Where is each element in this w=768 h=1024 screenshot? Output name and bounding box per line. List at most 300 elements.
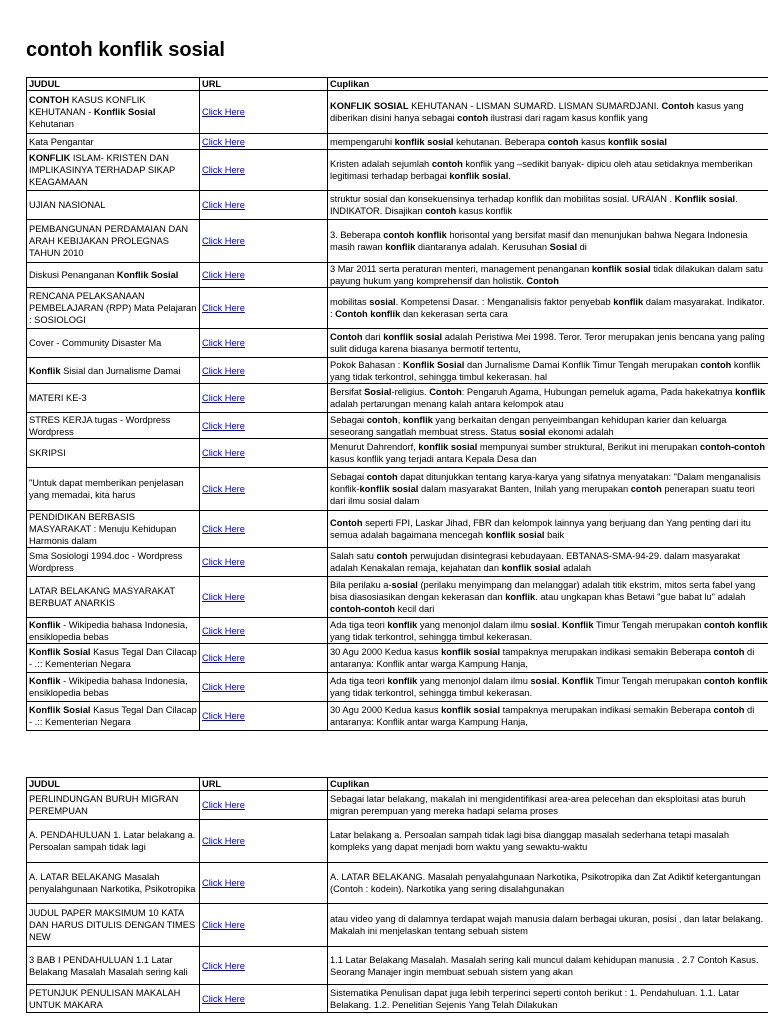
click-here-link[interactable]: Click Here — [202, 448, 245, 458]
result-url-cell — [200, 263, 328, 288]
snippet-segment: konflik — [735, 387, 766, 397]
snippet-segment: dalam masyarakat Banten, Inilah yang merupakan — [418, 484, 631, 494]
result-title — [27, 263, 200, 288]
snippet-segment: dapat ditunjukkan tentang karya-karya yang sifatnya menyatakan: "Dalam menganalisis konflik- — [330, 472, 761, 494]
snippet-segment: kasus konflik — [456, 206, 513, 216]
header-cuplikan: Cuplikan — [328, 78, 768, 91]
result-url-cell — [200, 329, 328, 358]
result-title — [27, 329, 200, 358]
title-segment: Kasus Tegal Dan Cilacap - .:: Kementerian Negara — [29, 647, 197, 669]
result-url-cell — [200, 791, 328, 820]
snippet-segment: contoh — [547, 136, 579, 147]
title-segment: Konflik Sosial — [29, 705, 91, 715]
result-snippet — [328, 548, 768, 577]
snippet-segment: Latar belakang a. Persoalan sampah tidak lagi bisa dianggap masalah sederhana tetapi masalah kompleks yang dapat menjadi bom waktu yang sewaktu-waktu — [330, 830, 729, 852]
snippet-segment: yang menonjol dalam ilmu — [417, 619, 531, 630]
snippet-segment: yang tidak terkontrol, sehingga timbul kekerasan. — [330, 688, 533, 698]
table-row — [27, 150, 768, 191]
table-row — [27, 863, 768, 904]
snippet-segment: perwujudan disintegrasi kebudayaan. EBTANAS-SMA-94-29. dalam masyarakat adalah Kenakalan remaja, kejahatan dan — [330, 551, 741, 573]
snippet-segment: Kristen adalah sejumlah — [330, 159, 432, 169]
title-segment: PENDIDIKAN BERBASIS MASYARAKAT : Menuju Kehidupan Harmonis dalam — [29, 512, 177, 546]
snippet-segment: . atau ungkapan khas Betawi "gue babat lu" adalah — [535, 592, 746, 602]
page-title: contoh konflik sosial — [26, 39, 225, 61]
results-table-1 — [26, 77, 768, 731]
snippet-segment: contoh — [425, 206, 457, 216]
title-segment: MATERI KE-3 — [29, 393, 87, 403]
snippet-segment: . INDIKATOR. Disajikan — [330, 194, 738, 216]
snippet-segment: contoh — [713, 647, 745, 657]
snippet-segment: dari — [362, 332, 384, 342]
snippet-segment: yang tidak terkontrol, sehingga timbul kekerasan. — [330, 631, 533, 642]
result-url-cell — [200, 820, 328, 863]
result-snippet — [328, 644, 768, 673]
click-here-link[interactable]: Click Here — [202, 592, 245, 602]
result-snippet — [328, 577, 768, 618]
snippet-segment: Contoh — [429, 387, 462, 397]
result-snippet — [328, 511, 768, 548]
title-segment: Kata Pengantar — [29, 136, 94, 147]
result-snippet — [328, 791, 768, 820]
snippet-segment: contoh — [713, 705, 745, 715]
header-url: URL — [200, 78, 328, 91]
table-row — [27, 358, 768, 384]
snippet-segment: Sebagai latar belakang, makalah ini mengidentifikasi area-area pelecehan dan eksploitasi atas buruh migran perempuan yang mereka hadapi selama proses — [330, 794, 746, 816]
title-segment: Konflik Sosial — [29, 647, 91, 657]
snippet-segment: konflik — [505, 592, 536, 602]
snippet-segment: tampaknya merupakan indikasi semakin Beberapa — [500, 647, 714, 657]
table-row — [27, 985, 768, 1013]
result-url-cell — [200, 91, 328, 134]
result-url-cell — [200, 702, 328, 731]
result-snippet — [328, 191, 768, 220]
snippet-segment: Timur Tengah merupakan — [593, 676, 704, 686]
result-title — [27, 644, 200, 673]
snippet-segment: 3. Beberapa — [330, 230, 384, 240]
snippet-segment: konflik — [385, 242, 416, 252]
result-url-cell — [200, 985, 328, 1013]
title-segment: Konflik — [29, 619, 61, 630]
snippet-segment: ilustrasi dari ragam kasus konflik yang — [488, 113, 648, 123]
result-snippet — [328, 820, 768, 863]
result-title — [27, 904, 200, 947]
click-here-link[interactable]: Click Here — [202, 107, 245, 117]
result-url-cell — [200, 904, 328, 947]
click-here-link[interactable]: Click Here — [202, 993, 245, 1004]
snippet-segment: struktur sosial dan konsekuensinya terhadap konflik dan mobilitas sosial. URAIAN . — [330, 194, 675, 204]
result-title — [27, 288, 200, 329]
title-segment: - Wikipedia bahasa Indonesia, ensiklopedia bebas — [29, 676, 188, 698]
result-url-cell — [200, 644, 328, 673]
snippet-segment: kecil dari — [395, 604, 435, 614]
snippet-segment: Contoh — [330, 332, 363, 342]
snippet-segment: di — [577, 242, 587, 252]
title-segment: Konflik — [29, 365, 61, 376]
result-title — [27, 91, 200, 134]
click-here-link[interactable]: Click Here — [202, 682, 245, 692]
snippet-segment: Salah satu — [330, 551, 377, 561]
click-here-link[interactable]: Click Here — [202, 920, 245, 930]
snippet-segment: Contoh — [526, 276, 559, 286]
table-row — [27, 220, 768, 263]
snippet-segment: konflik sosial — [359, 484, 419, 494]
result-url-cell — [200, 673, 328, 702]
result-url-cell — [200, 863, 328, 904]
result-url-cell — [200, 288, 328, 329]
snippet-segment: dan Jurnalisme Damai Konflik Timur Tengah merupakan — [464, 359, 701, 370]
snippet-segment: contoh — [366, 414, 398, 425]
table-row — [27, 468, 768, 511]
click-here-link[interactable]: Click Here — [202, 836, 245, 846]
snippet-segment: Sosial — [364, 387, 392, 397]
snippet-segment: konflik — [387, 676, 418, 686]
snippet-segment: ekonomi adalah — [545, 426, 614, 437]
snippet-segment: Konflik — [562, 619, 594, 630]
snippet-segment: kehutanan. Beberapa — [453, 136, 548, 147]
snippet-segment: kasus yang diberikan disini hanya sebagai — [330, 101, 744, 123]
title-segment: KASUS KONFLIK KEHUTANAN - — [29, 95, 146, 117]
snippet-segment: contoh-contoh — [699, 442, 766, 452]
snippet-segment: Timur Tengah merupakan — [593, 619, 704, 630]
result-title — [27, 548, 200, 577]
click-here-link[interactable]: Click Here — [202, 800, 245, 810]
snippet-segment: Konflik sosial — [674, 194, 736, 204]
snippet-segment: konflik sosial — [383, 332, 443, 342]
result-url-cell — [200, 384, 328, 413]
table-row — [27, 548, 768, 577]
snippet-segment: contoh konflik — [703, 619, 768, 630]
table-row — [27, 577, 768, 618]
result-snippet — [328, 150, 768, 191]
table-row — [27, 644, 768, 673]
title-segment: A. LATAR BELAKANG Masalah penyalahgunaan Narkotika, Psikotropika — [29, 872, 196, 894]
result-url-cell — [200, 134, 328, 150]
title-segment: Kasus Tegal Dan Cilacap - .:: Kementerian Negara — [29, 705, 197, 727]
snippet-segment: Ada tiga teori — [330, 676, 388, 686]
title-segment: Diskusi Penanganan — [29, 270, 117, 280]
header-judul: JUDUL — [27, 78, 200, 91]
snippet-segment: contoh — [366, 472, 398, 482]
result-title — [27, 702, 200, 731]
snippet-segment: contoh — [376, 551, 408, 561]
result-title — [27, 384, 200, 413]
result-snippet — [328, 413, 768, 439]
result-url-cell — [200, 468, 328, 511]
table-row — [27, 820, 768, 863]
result-title — [27, 947, 200, 985]
snippet-segment: Konflik — [562, 676, 594, 686]
snippet-segment: Pokok Bahasan : — [330, 359, 403, 370]
snippet-segment: di antaranya: Konflik antar warga Kampung Hanja, — [330, 705, 755, 727]
title-segment: PERLINDUNGAN BURUH MIGRAN PEREMPUAN — [29, 794, 179, 816]
snippet-segment: Bila perilaku a- — [330, 580, 392, 590]
click-here-link[interactable]: Click Here — [202, 557, 245, 567]
snippet-segment: contoh — [457, 113, 489, 123]
snippet-segment: konflik sosial — [441, 705, 501, 715]
result-snippet — [328, 439, 768, 468]
snippet-segment: baik — [544, 530, 565, 540]
snippet-segment: Bersifat — [330, 387, 365, 397]
title-segment: PEMBANGUNAN PERDAMAIAN DAN ARAH KEBIJAKAN PROLEGNAS TAHUN 2010 — [29, 224, 189, 258]
result-title — [27, 150, 200, 191]
result-snippet — [328, 384, 768, 413]
result-snippet — [328, 220, 768, 263]
snippet-segment: Contoh — [661, 101, 694, 111]
result-snippet — [328, 985, 768, 1013]
snippet-segment: 30 Agu 2000 Kedua kasus — [330, 705, 442, 715]
title-segment: LATAR BELAKANG MASYARAKAT BERBUAT ANARKIS — [29, 586, 175, 608]
snippet-segment: KONFLIK SOSIAL — [330, 101, 409, 111]
result-url-cell — [200, 220, 328, 263]
snippet-segment: -religius. — [391, 387, 430, 397]
table-row — [27, 134, 768, 150]
result-snippet — [328, 358, 768, 384]
snippet-segment: adalah Peristiwa Mei 1998. Teror. Teror merupakan jenis bencana yang paling sulit diduga karena biasanya bermotif tertentu, — [330, 332, 765, 354]
title-segment: UJIAN NASIONAL — [29, 200, 106, 210]
snippet-segment: contoh — [431, 159, 463, 169]
snippet-segment: contoh-contoh — [330, 604, 396, 614]
result-snippet — [328, 673, 768, 702]
snippet-segment: penerapan suatu teori dari ilmu sosial dalam — [330, 484, 755, 506]
click-here-link[interactable]: Click Here — [202, 484, 245, 494]
snippet-segment: Ada tiga teori — [330, 619, 388, 630]
snippet-segment: , — [397, 414, 403, 425]
click-here-link[interactable]: Click Here — [202, 270, 245, 280]
table-header-row — [27, 778, 768, 791]
click-here-link[interactable]: Click Here — [202, 338, 245, 348]
result-snippet — [328, 947, 768, 985]
result-snippet — [328, 134, 768, 150]
snippet-segment: sosial — [530, 676, 557, 686]
snippet-segment: atau video yang di dalamnya terdapat wajah manusia dalam berbagai ukuran, posisi , dan latar belakang. Makalah ini menjelaskan tentang sebuah sistem — [330, 914, 764, 936]
result-snippet — [328, 468, 768, 511]
title-segment: Sma Sosiologi 1994.doc - Wordpress Wordpress — [29, 551, 183, 573]
table-row — [27, 91, 768, 134]
table-row — [27, 673, 768, 702]
snippet-segment: konflik sosial — [591, 264, 651, 274]
snippet-segment: horisontal yang bersifat masif dan menunjukan bahwa Negara Indonesia masih rawan — [330, 230, 748, 252]
title-segment: Konflik Sosial — [116, 270, 179, 280]
result-title — [27, 511, 200, 548]
result-title — [27, 577, 200, 618]
title-segment: KONFLIK — [29, 153, 71, 163]
header-cuplikan: Cuplikan — [328, 778, 768, 791]
snippet-segment: contoh konflik — [383, 230, 447, 240]
title-segment: SKRIPSI — [29, 448, 66, 458]
result-url-cell — [200, 150, 328, 191]
result-title — [27, 358, 200, 384]
result-snippet — [328, 702, 768, 731]
header-url: URL — [200, 778, 328, 791]
snippet-segment: sosial — [530, 619, 557, 630]
snippet-segment: diantaranya adalah. Kerusuhan — [415, 242, 550, 252]
snippet-segment: sosial — [391, 580, 418, 590]
snippet-segment: kasus — [578, 136, 609, 147]
title-segment: CONTOH — [29, 95, 70, 105]
result-title — [27, 820, 200, 863]
title-segment: RENCANA PELAKSANAAN PEMBELAJARAN (RPP) Mata Pelajaran : SOSIOLOGI — [29, 291, 197, 325]
snippet-segment: (perilaku menyimpang dan melanggar) adalah titik ekstrim, mitos serta fabel yang bisa diasosiasikan dengan kekerasan dan — [330, 580, 756, 602]
result-url-cell — [200, 413, 328, 439]
result-snippet — [328, 863, 768, 904]
snippet-segment: konflik sosial — [449, 171, 509, 181]
snippet-segment: . Kompetensi Dasar. : Menganalisis faktor penyebab — [395, 297, 614, 307]
click-here-link[interactable]: Click Here — [202, 136, 245, 147]
snippet-segment: 3 Mar 2011 serta peraturan menteri, management penanganan — [330, 264, 592, 274]
snippet-segment: mempengaruhi — [330, 136, 395, 147]
result-url-cell — [200, 548, 328, 577]
snippet-segment: konflik sosial — [418, 442, 478, 452]
snippet-segment: konflik sosial — [441, 647, 501, 657]
snippet-segment: Sistematika Penulisan dapat juga lebih terperinci seperti contoh berikut : 1. Pendahuluan. 1.1. Latar Belakang. 1.2. Penelitian Sejenis Yang Telah Dilakukan — [330, 987, 740, 1010]
title-segment: Konflik Sosial — [93, 107, 156, 117]
table-row — [27, 439, 768, 468]
table-row — [27, 413, 768, 439]
title-segment: Cover - Community Disaster Ma — [29, 338, 162, 348]
result-title — [27, 863, 200, 904]
title-segment: Kehutanan — [29, 119, 74, 129]
title-segment: A. PENDAHULUAN 1. Latar belakang a. Persoalan sampah tidak lagi — [29, 830, 196, 852]
table-row — [27, 904, 768, 947]
title-segment: Sisial dan Jurnalisme Damai — [60, 365, 181, 376]
snippet-segment: contoh — [700, 359, 732, 370]
result-snippet — [328, 904, 768, 947]
snippet-segment: di antaranya: Konflik antar warga Kampung Hanja, — [330, 647, 755, 669]
result-title — [27, 468, 200, 511]
table-row — [27, 329, 768, 358]
snippet-segment: mobilitas — [330, 297, 370, 307]
result-title — [27, 618, 200, 644]
click-here-link[interactable]: Click Here — [202, 165, 245, 175]
title-segment: JUDUL PAPER MAKSIMUM 10 KATA DAN HARUS DITULIS DENGAN TIMES NEW — [29, 908, 196, 942]
table-row — [27, 511, 768, 548]
snippet-segment: seperti FPI, Laskar Jihad, FBR dan kelompok lainnya yang berjuang dan Yang penting dari itu semua adalah bagaimana mencegah — [330, 518, 751, 540]
snippet-segment: . — [508, 171, 511, 181]
click-here-link[interactable]: Click Here — [202, 236, 245, 246]
result-title — [27, 220, 200, 263]
click-here-link[interactable]: Click Here — [202, 653, 245, 663]
result-url-cell — [200, 358, 328, 384]
result-snippet — [328, 91, 768, 134]
snippet-segment: dan kekerasan serta cara — [400, 309, 508, 319]
table-row — [27, 791, 768, 820]
snippet-segment: adalah pertarungan menang kalah antara kelompok atau — [330, 399, 564, 409]
click-here-link[interactable]: Click Here — [202, 303, 245, 313]
click-here-link[interactable]: Click Here — [202, 960, 245, 971]
snippet-segment: tidak dilakukan dalam satu payung hukum yang komprehensif dan holistik. — [330, 264, 763, 286]
click-here-link[interactable]: Click Here — [202, 524, 245, 534]
snippet-segment: yang menonjol dalam ilmu — [417, 676, 531, 686]
results-table-2 — [26, 777, 768, 1013]
result-snippet — [328, 263, 768, 288]
snippet-segment: kasus konflik yang terjadi antara Kepala Desa dan — [330, 454, 537, 464]
title-segment: - Wikipedia bahasa Indonesia, ensiklopedia bebas — [29, 619, 188, 642]
click-here-link[interactable]: Click Here — [202, 393, 245, 403]
result-url-cell — [200, 618, 328, 644]
snippet-segment: . — [556, 619, 563, 630]
snippet-segment: Menurut Dahrendorf, — [330, 442, 419, 452]
title-segment: ISLAM- KRISTEN DAN IMPLIKASINYA TERHADAP SIKAP KEAGAMAAN — [29, 153, 176, 187]
click-here-link[interactable]: Click Here — [202, 420, 245, 431]
snippet-segment: Sebagai — [330, 472, 367, 482]
title-segment: Konflik — [29, 676, 61, 686]
snippet-segment: adalah — [560, 563, 592, 573]
snippet-segment: Konflik Sosial — [402, 359, 465, 370]
snippet-segment: konflik — [402, 414, 433, 425]
result-url-cell — [200, 191, 328, 220]
result-snippet — [328, 329, 768, 358]
click-here-link[interactable]: Click Here — [202, 711, 245, 721]
table-header-row — [27, 78, 768, 91]
snippet-segment: KEHUTANAN - LISMAN SUMARD. LISMAN SUMARDJANI. — [408, 101, 662, 111]
snippet-segment: konflik — [387, 619, 418, 630]
table-row — [27, 384, 768, 413]
result-title — [27, 985, 200, 1013]
snippet-segment: Sosial — [549, 242, 578, 252]
snippet-segment: konflik yang –sedikit banyak- dipicu oleh atau setidaknya memberikan legitimasi terhadap berbagai — [330, 159, 753, 181]
header-judul: JUDUL — [27, 778, 200, 791]
click-here-link[interactable]: Click Here — [202, 200, 245, 210]
click-here-link[interactable]: Click Here — [202, 365, 245, 376]
result-url-cell — [200, 439, 328, 468]
snippet-segment: konflik yang tidak terkontrol, sehingga timbul kekerasan. hal — [330, 359, 761, 382]
result-title — [27, 413, 200, 439]
title-segment: 3 BAB I PENDAHULUAN 1.1 Latar Belakang Masalah Masalah sering kali — [29, 954, 188, 977]
result-snippet — [328, 618, 768, 644]
snippet-segment: konflik — [613, 297, 644, 307]
click-here-link[interactable]: Click Here — [202, 625, 245, 636]
table-row — [27, 288, 768, 329]
title-segment: STRES KERJA tugas - Wordpress Wordpress — [29, 414, 171, 437]
result-title — [27, 191, 200, 220]
title-segment: "Untuk dapat memberikan penjelasan yang memadai, kita harus — [29, 478, 184, 500]
snippet-segment: dalam masyarakat. Indikator. : — [330, 297, 765, 319]
title-segment: PETUNJUK PENULISAN MAKALAH UNTUK MAKARA — [29, 987, 181, 1010]
result-snippet — [328, 288, 768, 329]
result-title — [27, 134, 200, 150]
snippet-segment: A. LATAR BELAKANG. Masalah penyalahgunaan Narkotika, Psikotropika dan Zat Adiktif ketergantungan (Contoh : kodein). Narkotika yang sering disalahgunakan — [330, 872, 761, 894]
snippet-segment: konflik sosial — [485, 530, 545, 540]
snippet-segment: 30 Agu 2000 Kedua kasus — [330, 647, 442, 657]
table-row — [27, 702, 768, 731]
result-title — [27, 791, 200, 820]
result-url-cell — [200, 511, 328, 548]
table-row — [27, 618, 768, 644]
snippet-segment: konflik sosial — [394, 136, 454, 147]
snippet-segment: 1.1 Latar Belakang Masalah. Masalah sering kali muncul dalam kehidupan manusia . 2.7 Contoh Kasus. Seorang Manajer ingin membuat sebuah sistem yang akan — [330, 954, 759, 977]
snippet-segment: contoh — [630, 484, 662, 494]
snippet-segment: konflik sosial — [608, 136, 667, 147]
snippet-segment: . — [556, 676, 563, 686]
snippet-segment: : Pengaruh Agama, Hubungan pemeluk agama, Pada hakekatnya — [461, 387, 736, 397]
snippet-segment: sosial — [369, 297, 396, 307]
result-title — [27, 439, 200, 468]
snippet-segment: Contoh — [330, 518, 363, 528]
snippet-segment: Sebagai — [330, 414, 367, 425]
snippet-segment: konflik sosial — [501, 563, 561, 573]
click-here-link[interactable]: Click Here — [202, 878, 245, 888]
snippet-segment: contoh konflik — [703, 676, 768, 686]
snippet-segment: sosial — [519, 426, 546, 437]
snippet-segment: Contoh konflik — [335, 309, 401, 319]
table-row — [27, 263, 768, 288]
result-url-cell — [200, 577, 328, 618]
snippet-segment: yang berkaitan dengan penyeimbangan kehidupan karier dan keluarga seseorang sangatlah membuat stress. Status — [330, 414, 727, 437]
snippet-segment: tampaknya merupakan indikasi semakin Beberapa — [500, 705, 714, 715]
result-url-cell — [200, 947, 328, 985]
table-row — [27, 947, 768, 985]
snippet-segment: mempunyai sumber struktural, Berikut ini merupakan — [477, 442, 700, 452]
